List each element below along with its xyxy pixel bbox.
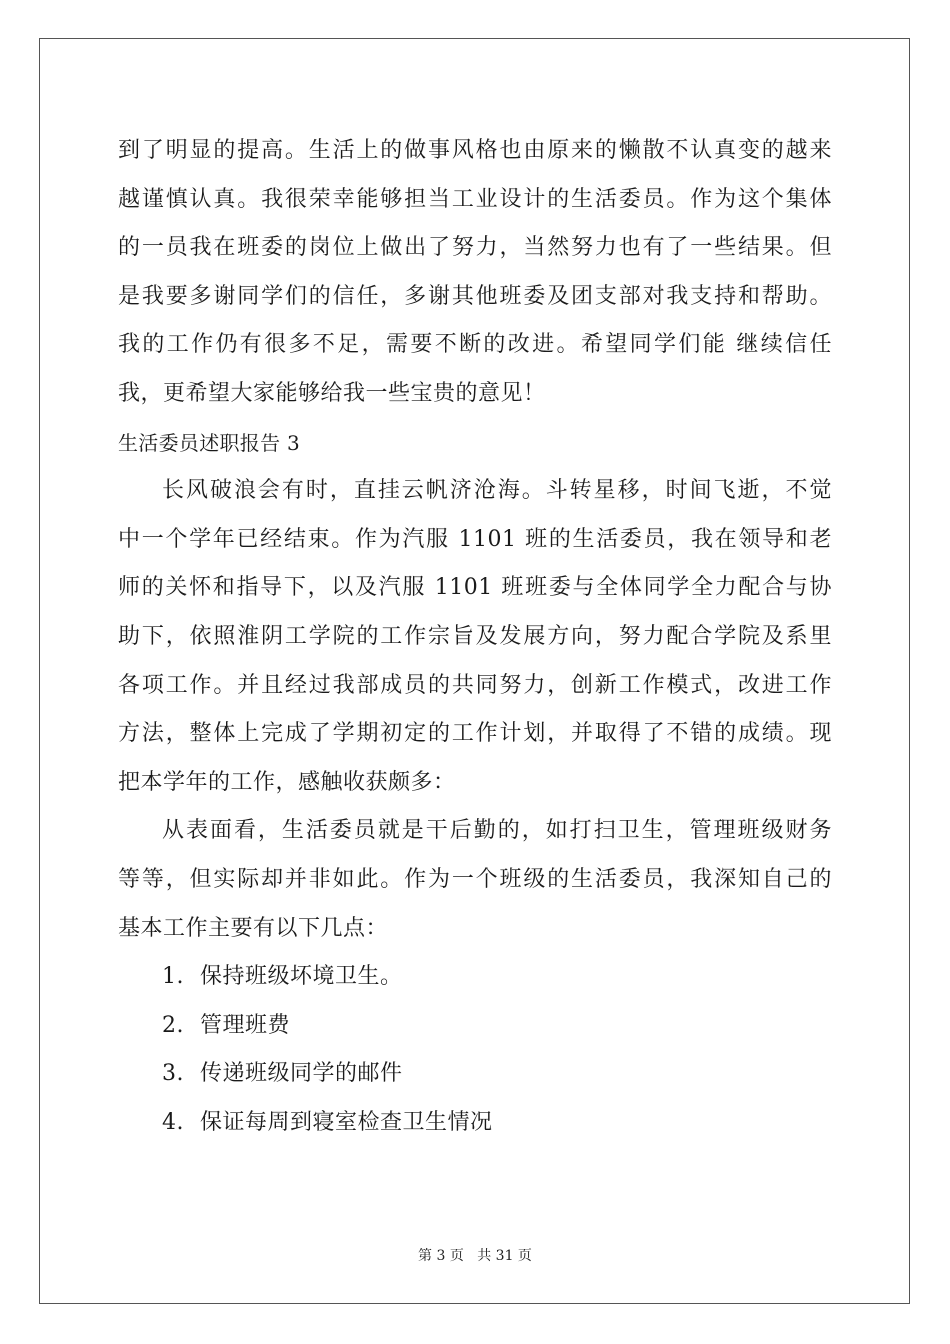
page-footer: [0, 1245, 950, 1265]
paragraph-1: [118, 467, 832, 807]
text-line: 我，更希望大家能够给我一些宝贵的意见！: [118, 380, 546, 406]
list-text: 管理班费: [200, 1012, 291, 1038]
page-total: 共 31 页: [477, 1248, 532, 1264]
text-line: 中一个学年已经结束。作为汽服 1101 班的生活委员，我在领导和老: [118, 526, 832, 552]
list-text: 保证每周到寝室检查卫生情况: [200, 1109, 493, 1135]
list-text: 保持班级坏境卫生。: [200, 964, 403, 990]
document-body: [118, 127, 832, 1147]
text-line: 越谨慎认真。我很荣幸能够担当工业设计的生活委员。作为这个集体: [118, 186, 832, 212]
text-line: 我的工作仍有很多不足，需要不断的改进。希望同学们能 继续信任: [118, 332, 832, 358]
text-line: 师的关怀和指导下，以及汽服 1101 班班委与全体同学全力配合与协: [118, 575, 832, 601]
paragraph-2: [118, 807, 832, 953]
list-item: [118, 953, 832, 1002]
section-heading: 生活委员述职报告 3: [118, 430, 301, 455]
text-line: 到了明显的提高。生活上的做事风格也由原来的懒散不认真变的越来: [118, 138, 832, 163]
numbered-list: [118, 953, 832, 1147]
list-item: [118, 1099, 832, 1148]
list-number: 2.: [162, 1012, 184, 1038]
text-line: 方法，整体上完成了学期初定的工作计划，并取得了不错的成绩。现: [118, 721, 832, 747]
text-line: 长风破浪会有时，直挂云帆济沧海。斗转星移，时间飞逝，不觉: [162, 478, 832, 504]
text-line: 把本学年的工作，感触收获颇多：: [118, 769, 456, 795]
list-item: [118, 1050, 832, 1099]
list-number: 1.: [162, 964, 184, 990]
list-text: 传递班级同学的邮件: [200, 1061, 403, 1087]
text-line: 是我要多谢同学们的信任，多谢其他班委及团支部对我支持和帮助。: [118, 283, 832, 309]
text-line: 的一员我在班委的岗位上做出了努力，当然努力也有了一些结果。但: [118, 235, 832, 261]
list-item: [118, 1002, 832, 1051]
text-line: 等等，但实际却并非如此。作为一个班级的生活委员，我深知自己的: [118, 866, 832, 892]
text-line: 基本工作主要有以下几点：: [118, 915, 389, 941]
text-line: 从表面看，生活委员就是干后勤的，如打扫卫生，管理班级财务: [162, 818, 832, 844]
text-line: 各项工作。并且经过我部成员的共同努力，创新工作模式，改进工作: [118, 672, 832, 698]
text-line: 助下，依照淮阴工学院的工作宗旨及发展方向，努力配合学院及系里: [118, 623, 832, 649]
list-number: 4.: [162, 1109, 184, 1135]
list-number: 3.: [162, 1061, 184, 1087]
paragraph-continued: [118, 127, 832, 419]
page-number: 第 3 页: [418, 1248, 464, 1264]
